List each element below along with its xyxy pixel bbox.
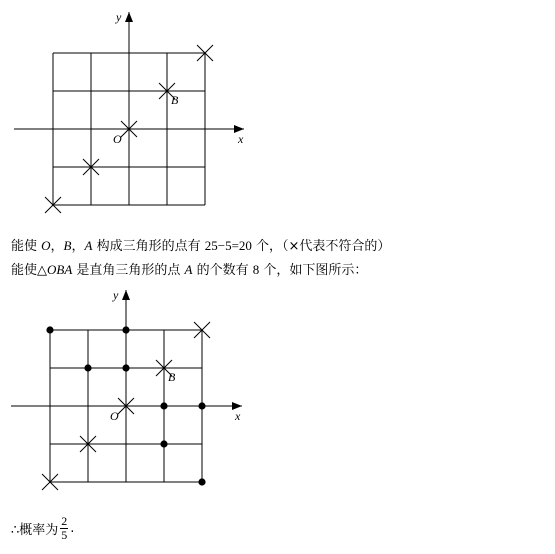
line2-middle: 是直角三角形的点 [72,263,185,278]
line1-middle: 构成三角形的点有 [92,239,205,254]
conclusion-suffix: . [70,521,75,536]
line2-a: A [184,262,193,277]
x-axis-label: x [235,409,241,423]
line1-o: O [41,238,51,253]
conclusion-prefix: ∴概率为 [11,523,59,538]
line2-oba: OBA [47,262,73,277]
line1-b: B [63,238,72,253]
line1-calc: 25−5=20 [204,238,252,253]
point-b-label: B [168,370,176,384]
point-b-label: B [171,93,179,107]
conclusion [11,515,74,542]
explanation-line-2 [11,259,367,278]
line2-middle2: 的个数有 [192,263,253,278]
grid-figure-2 [0,280,270,500]
grid-figure-1 [0,0,270,225]
line1-a: A [84,238,93,253]
origin-label: O [113,132,122,146]
y-axis-label: y [116,10,122,24]
line1-suffix: 个，（×代表不符合的） [251,239,391,254]
line2-suffix: 个，如下图所示： [259,263,368,278]
probability-fraction [60,515,68,542]
fraction-denominator: 5 [61,528,68,542]
explanation-line-1 [11,235,390,254]
origin-label: O [110,409,119,423]
line1-prefix: 能使 [11,239,42,254]
line2-count: 8 [252,262,260,277]
line1-sep1: ， [50,239,64,254]
y-axis-label: y [113,288,119,302]
line2-prefix: 能使△ [11,263,47,278]
line1-sep2: ， [71,239,85,254]
fraction-numerator: 2 [61,514,68,528]
x-axis-label: x [238,132,244,146]
